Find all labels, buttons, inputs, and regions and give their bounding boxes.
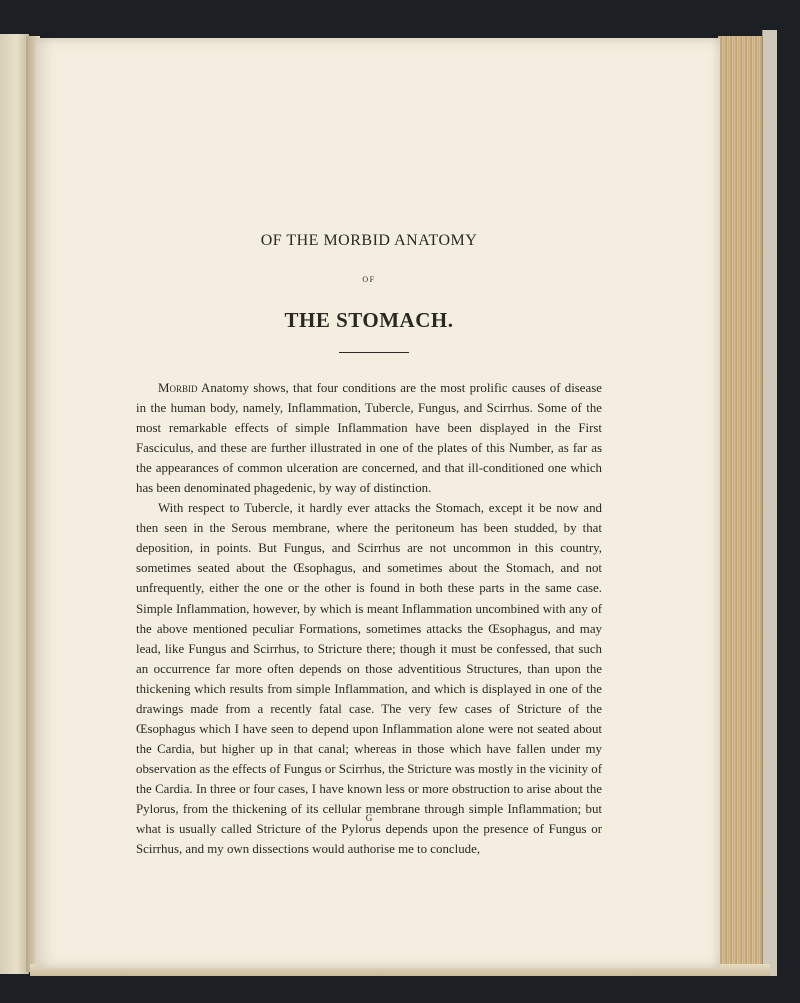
paragraph-2: With respect to Tubercle, it hardly ever attacks the Stomach, except it be now and then seen in the Serous membrane, where the peritoneum has been studded, by that deposition, in points. But Fungus, and Scirrhus are not uncommon in this country, sometimes seated about the Œsophagus, and sometimes about the Stomach, and not unfrequently, either the one or the other is found in both these parts in the same case. Simple Inflammation, however, by which is meant Inflammation uncombined with any of the above mentioned peculiar Formations, sometimes attacks the Œsophagus, and may lead, like Fungus and Scirrhus, to Stricture there; though it must be confessed, that such an occurrence far more often depends on those adventitious Structures, than upon the thickening which results from simple Inflammation, and which is displayed in one of the drawings made from a recently fatal case. The very few cases of Stricture of the Œsophagus which I have seen to depend upon Inflammation alone were not seated about the Cardia, but higher up in that canal; whereas in those which have fallen under my observation as the effects of Fungus or Scirrhus, the Stricture was mostly in the vicinity of the Cardia. In three or four cases, I have known less or more obstruction to arise about the Pylorus, from the thickening of its cellular membrane through simple Inflammation; but what is usually called Stricture of the Pylorus depends upon the presence of Fungus or Scirrhus, and my own dissections would authorise me to conclude, (136, 501, 602, 857)
paragraph-1-text: Anatomy shows, that four conditions are the most prolific causes of disease in the human body, namely, Inflammation, Tubercle, Fungus, and Scirrhus. Some of the most remarkable effects of simple Inflammation have been displayed in the First Fasciculus, and these are further illustrated in one of the plates of this Number, as far as the appearances of common ulceration are concerned, and that ill-conditioned one which has been denominated phagedenic, by way of distinction. (136, 381, 602, 496)
section-heading: OF THE MORBID ANATOMY (260, 232, 478, 249)
facing-page-edge (0, 34, 29, 974)
paragraph-1 (136, 378, 602, 498)
lead-word: Morbid (158, 381, 198, 395)
body-text (136, 378, 602, 859)
book-cover-edge (762, 30, 777, 976)
title-rule (339, 352, 409, 353)
heading-connector: OF (362, 275, 376, 284)
signature-mark: G (365, 813, 373, 823)
page-title: THE STOMACH. (284, 308, 454, 332)
page (36, 38, 720, 968)
